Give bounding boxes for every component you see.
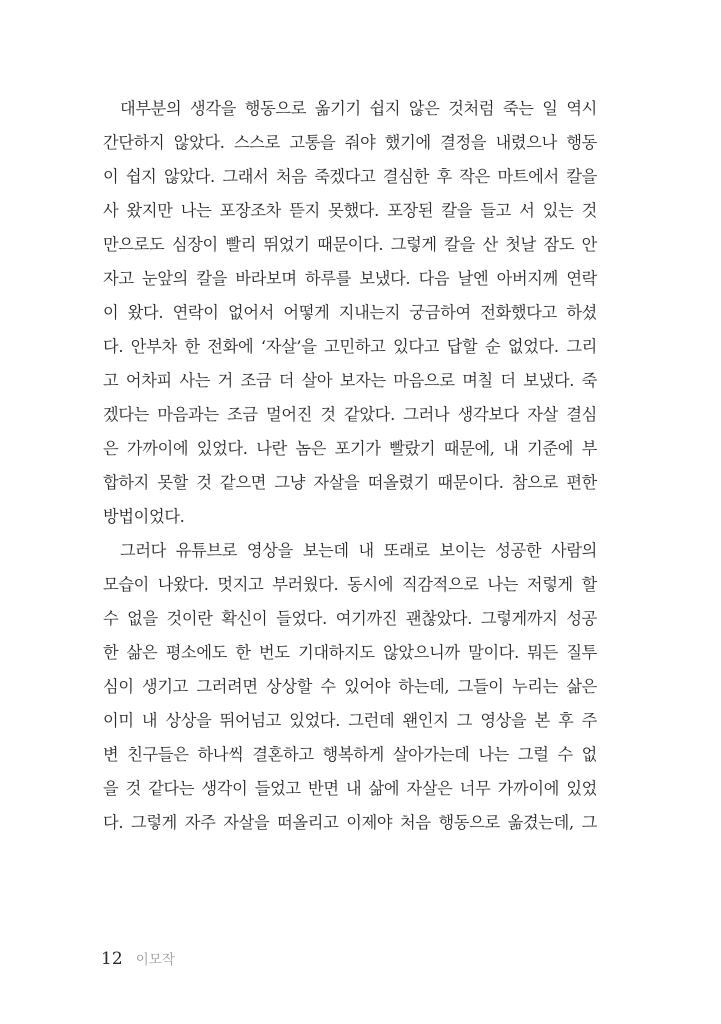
- text-line: 수 없을 것이란 확신이 들었다. 여기까진 괜찮았다. 그렇게까지 성공: [103, 609, 597, 628]
- text-line: 심이 생기고 그러려면 상상할 수 있어야 하는데, 그들이 누리는 삶은: [103, 677, 597, 696]
- body-text: [103, 92, 597, 840]
- text-line: 이 쉽지 않았다. 그래서 처음 죽겠다고 결심한 후 작은 마트에서 칼을: [103, 167, 597, 186]
- text-line: 모습이 나왔다. 멋지고 부러웠다. 동시에 직감적으로 나는 저렇게 할: [103, 575, 597, 594]
- text-line: 방법이었다.: [103, 507, 185, 526]
- text-line: 이 왔다. 연락이 없어서 어떻게 지내는지 궁금하여 전화했다고 하셨: [103, 303, 597, 322]
- text-line: 겠다는 마음과는 조금 멀어진 것 같았다. 그러나 생각보다 자살 결심: [103, 405, 597, 424]
- text-line: 한 삶은 평소에도 한 번도 기대하지도 않았으니까 말이다. 뭐든 질투: [103, 643, 597, 662]
- text-line: 이미 내 상상을 뛰어넘고 있었다. 그런데 왠인지 그 영상을 본 후 주: [103, 711, 597, 730]
- text-line: 합하지 못할 것 같으면 그냥 자살을 떠올렸기 때문이다. 참으로 편한: [103, 473, 597, 492]
- text-line: 은 가까이에 있었다. 나란 놈은 포기가 빨랐기 때문에, 내 기준에 부: [103, 439, 597, 458]
- text-line: 고 어차피 사는 거 조금 더 살아 보자는 마음으로 며칠 더 보냈다. 죽: [103, 371, 597, 390]
- text-line: 만으로도 심장이 빨리 뛰었기 때문이다. 그렇게 칼을 산 첫날 잠도 안: [103, 235, 597, 254]
- text-line: 간단하지 않았다. 스스로 고통을 줘야 했기에 결정을 내렸으나 행동: [103, 133, 597, 152]
- text-line: 다. 그렇게 자주 자살을 떠올리고 이제야 처음 행동으로 옮겼는데, 그: [103, 813, 597, 832]
- text-line: 그러다 유튜브로 영상을 보는데 내 또래로 보이는 성공한 사람의: [120, 541, 597, 560]
- text-line: 변 친구들은 하나씩 결혼하고 행복하게 살아가는데 나는 그럴 수 없: [103, 745, 597, 764]
- page-footer: [101, 944, 175, 974]
- page-number: 12: [101, 949, 123, 969]
- text-line: 대부분의 생각을 행동으로 옮기기 쉽지 않은 것처럼 죽는 일 역시: [120, 99, 597, 118]
- text-line: 다. 안부차 한 전화에 ‘자살’을 고민하고 있다고 답할 순 없었다. 그리: [103, 337, 597, 356]
- text-line: 을 것 같다는 생각이 들었고 반면 내 삶에 자살은 너무 가까이에 있었: [103, 779, 597, 798]
- text-line: 자고 눈앞의 칼을 바라보며 하루를 보냈다. 다음 날엔 아버지께 연락: [103, 269, 597, 288]
- text-line: 사 왔지만 나는 포장조차 뜯지 못했다. 포장된 칼을 들고 서 있는 것: [103, 201, 597, 220]
- running-title: 이모작: [135, 952, 175, 968]
